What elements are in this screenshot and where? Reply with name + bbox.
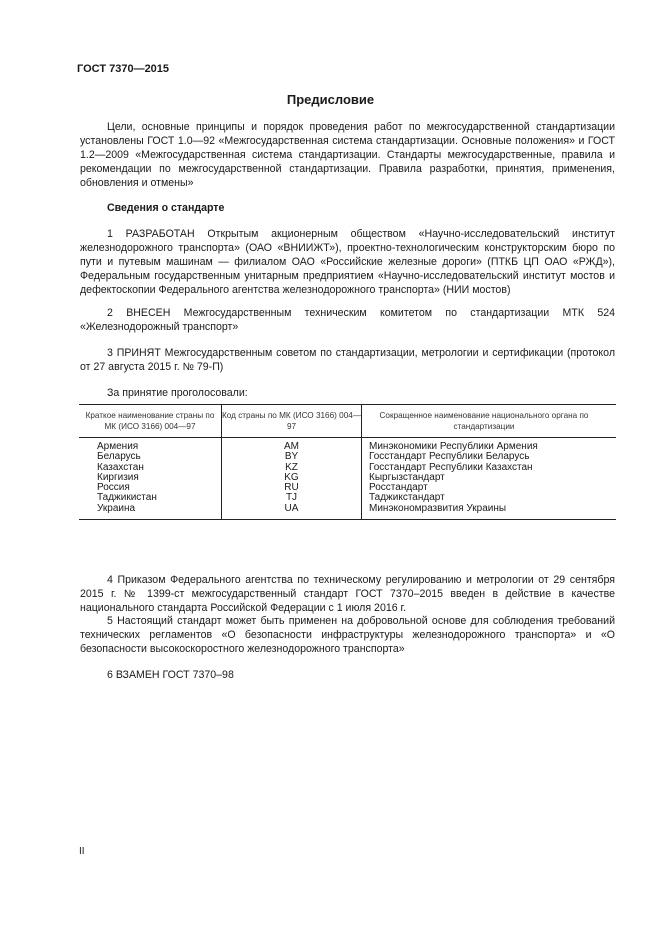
item-2-paragraph: 2 ВНЕСЕН Межгосударственным техническим комитетом по стандартизации МТК 524 «Железнодорожный транспорт» <box>80 307 615 333</box>
country-cell: Беларусь <box>97 451 141 463</box>
country-cell: Киргизия <box>97 471 139 483</box>
page-number: II <box>79 846 85 857</box>
item-4-paragraph: 4 Приказом Федерального агентства по техническому регулированию и метрологии от 29 сентября 2015 г. № 1399-ст межгосударственный стандарт ГОСТ 7370–2015 введен в действие в качестве национального стандарта Российской Федерации с 1 июля 2016 г. <box>80 574 615 614</box>
body-cell: Кыргызстандарт <box>369 471 445 483</box>
country-cell: Россия <box>97 482 130 494</box>
header-national-body: Сокращенное наименование национального органа по стандартизации <box>379 411 589 431</box>
country-column <box>97 442 157 514</box>
document-header: ГОСТ 7370—2015 <box>77 63 170 75</box>
body-cell: Госстандарт Республики Казахстан <box>369 461 533 473</box>
voting-table <box>79 404 616 520</box>
code-cell: AM <box>284 441 299 452</box>
header-country-code: Код страны по МК (ИСО 3166) 004—97 <box>222 411 362 431</box>
table-header-rule <box>79 437 616 438</box>
intro-paragraph: Цели, основные принципы и порядок проведения работ по межгосударственной стандартизации установлены ГОСТ 1.0—92 «Межгосударственная система стандартизации. Основные положения» и ГОСТ 1.2—2009 «Межгосударственная система стандартизации. Стандарты межгосударственные, правила и рекомендации по межгосударственной стандартизации. Правила разработки, принятия, применения, обновления и отмены» <box>80 121 615 189</box>
country-cell: Армения <box>97 441 139 452</box>
section-title: Предисловие <box>286 92 375 107</box>
voted-label: За принятие проголосовали: <box>107 387 248 399</box>
code-cell: UA <box>284 502 299 514</box>
body-column <box>369 442 538 514</box>
header-country-name: Краткое наименование страны по МК (ИСО 3166) 004—97 <box>85 411 215 431</box>
table-divider <box>361 405 362 519</box>
country-cell: Украина <box>97 502 136 514</box>
item-1-paragraph: 1 РАЗРАБОТАН Открытым акционерным обществом «Научно-исследовательский институт железнодорожного транспорта» (ОАО «ВНИИЖТ»), проектно-технологическим конструкторским бюро по пути и путевым машинам — филиалом ОАО «Российские железные дороги» (ПТКБ ЦП ОАО «РЖД»), Федеральным государственным унитарным предприятием «Научно-исследовательский институт мостов и дефектоскопии Федерального агентства железнодорожного транспорта» (НИИ мостов) <box>80 228 615 296</box>
item-6-paragraph: 6 ВЗАМЕН ГОСТ 7370–98 <box>107 669 234 681</box>
code-cell: TJ <box>285 492 298 504</box>
item-3-paragraph: 3 ПРИНЯТ Межгосударственным советом по стандартизации, метрологии и сертификации (протокол от 27 августа 2015 г. № 79-П) <box>80 347 615 373</box>
body-cell: Минэкономики Республики Армения <box>369 441 538 452</box>
info-heading: Сведения о стандарте <box>107 202 225 214</box>
body-cell: Госстандарт Республики Беларусь <box>369 451 530 463</box>
code-cell: KZ <box>285 461 298 473</box>
body-cell: Таджикстандарт <box>369 492 445 504</box>
body-cell: Росстандарт <box>369 482 428 494</box>
body-cell: Минэкономразвития Украины <box>369 502 507 514</box>
code-cell: BY <box>284 451 299 463</box>
code-cell: KG <box>284 471 299 483</box>
code-cell: RU <box>284 482 299 494</box>
item-5-paragraph: 5 Настоящий стандарт может быть применен на добровольной основе для соблюдения требований технических регламентов «О безопасности инфраструктуры железнодорожного транспорта» и «О безопасности высокоскоростного железнодорожного транспорта» <box>80 615 615 655</box>
country-cell: Казахстан <box>97 461 144 473</box>
code-column <box>222 442 361 514</box>
country-cell: Таджикистан <box>97 492 157 504</box>
